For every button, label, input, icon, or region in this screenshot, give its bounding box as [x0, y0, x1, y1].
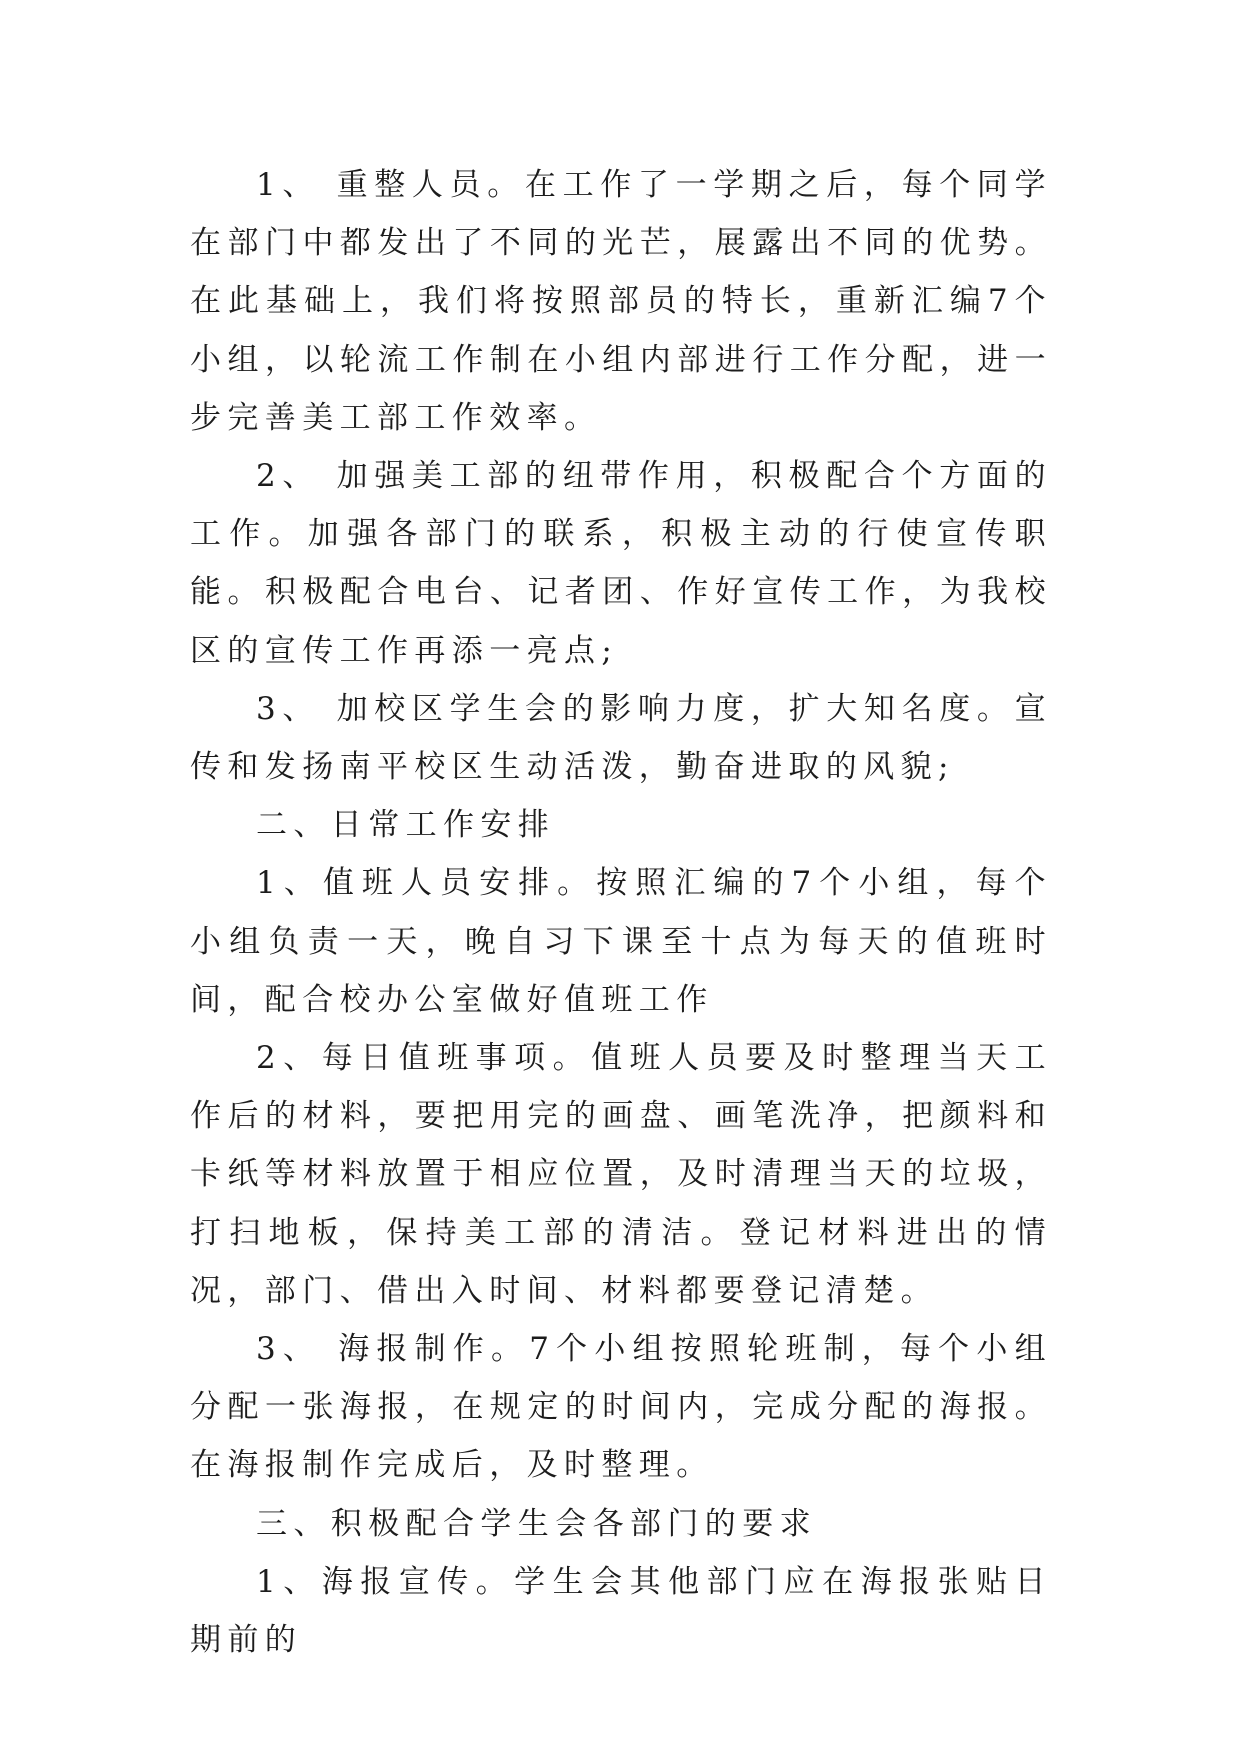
paragraph-3: 3、 加校区学生会的影响力度，扩大知名度。宣传和发扬南平校区生动活泼，勤奋进取的风貌; [190, 690, 1052, 786]
document-body [190, 156, 1052, 1669]
paragraph-poster-making: 3、 海报制作。7个小组按照轮班制，每个小组分配一张海报，在规定的时间内，完成分配的海报。在海报制作完成后，及时整理。 [190, 1331, 1052, 1484]
paragraph-1: 1、 重整人员。在工作了一学期之后，每个同学在部门中都发出了不同的光芒，展露出不同的优势。在此基础上，我们将按照部员的特长，重新汇编7个小组，以轮流工作制在小组内部进行工作分配，进一步完善美工部工作效率。 [190, 167, 1052, 436]
section-heading-cooperation: 三、积极配合学生会各部门的要求 [256, 1505, 817, 1542]
paragraph-duty-staff: 1、值班人员安排。按照汇编的7个小组，每个小组负责一天，晚自习下课至十点为每天的值班时间，配合校办公室做好值班工作 [190, 865, 1052, 1018]
section-heading-daily-work: 二、日常工作安排 [256, 807, 556, 844]
paragraph-poster-promotion: 1、海报宣传。学生会其他部门应在海报张贴日期前的 [190, 1563, 1052, 1659]
paragraph-2: 2、 加强美工部的纽带作用，积极配合个方面的工作。加强各部门的联系，积极主动的行使宣传职能。积极配合电台、记者团、作好宣传工作，为我校区的宣传工作再添一亮点; [190, 458, 1052, 669]
paragraph-daily-duty: 2、每日值班事项。值班人员要及时整理当天工作后的材料，要把用完的画盘、画笔洗净，把颜料和卡纸等材料放置于相应位置，及时清理当天的垃圾，打扫地板，保持美工部的清洁。登记材料进出的情况，部门、借出入时间、材料都要登记清楚。 [190, 1040, 1052, 1309]
